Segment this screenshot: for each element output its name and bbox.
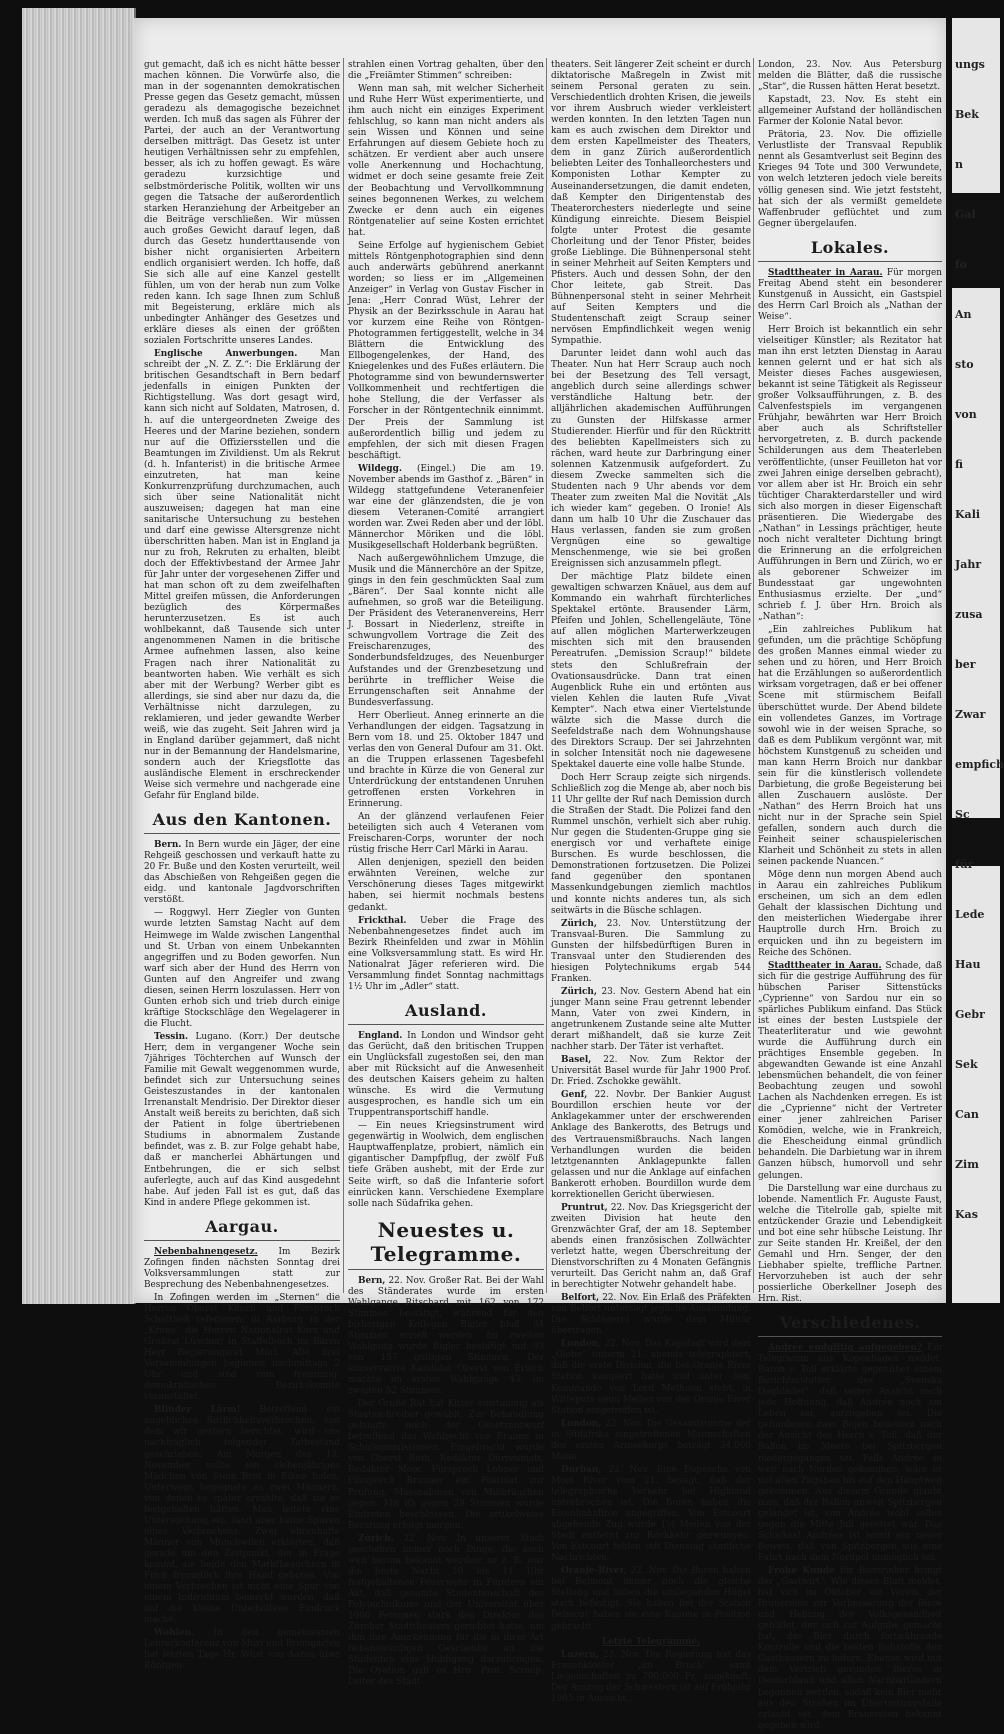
article-england xyxy=(348,1031,544,1119)
paragraph: Doch Herr Scraup zeigte sich nirgends. Schließlich zog die Menge ab, aber noch bis 11 Uhr gellte der Ruf nach Demission durch die Straßen der Stadt. Die Polizei fand den Rummel unschön, verhielt sich aber ruhig. Nur gegen die Studenten-Gruppe ging sie energisch vor und verhaftete einige Burschen. Es wurde beschlossen, die Demonstrationen fortzusetzen. Die Polizei fand gegenüber den spontanen Massenkundgebungen ziemlich machtlos und konnte nichts anderes tun, als sich seitwärts in die Büsche schlagen. xyxy=(551,773,751,916)
section-heading-neuestes: Neuestes u. Telegramme. xyxy=(348,1218,544,1270)
column-rule xyxy=(546,58,547,1293)
strip-fragment: ber xyxy=(955,658,976,671)
article-title: England. xyxy=(358,1030,403,1041)
article-frickthal xyxy=(348,916,544,993)
article-body: 23. Nov. Die Regierung hat das Frauenkloster „im Bruch“ samt Liegenschaften zu 700,000 Fr. angekauft. Der Auszug der Schwestern ist auf Frühjahr 1905 in Aussicht. xyxy=(551,1649,751,1704)
article-body: 22. Novbr. Der Bankier August Bourdillon erschien heute vor der Anklagekammer unter der erschwerenden Anklage des Bankerotts, des Betrugs und des Vertrauensmißbrauchs. Nach langen Verhandlungen wurden die beiden letztgenannten Anklagepunkte fallen gelassen und nur die Anklage auf einfachen Bankerott erhoben. Bourdillon wurde dem korrektionellen Gericht überwiesen. xyxy=(551,1090,751,1200)
article-body: Man schreibt der „N. Z. Z.“: Die Erklärung der britischen Gesandtschaft in Bern bedarf jedenfalls in einigen Punkten der Richtigstellung. Was dort gesagt wird, kann sich nicht auf Soldaten, Matrosen, d. h. auf die untergeordneten Zweige des Heeres und der Marine beziehen, sondern nur auf die Offiziersstellen und die Beamtungen im Zivildienst. Um als Rekrut (d. h. Infanterist) in die britische Armee einzutreten, hat man keine Konkurrenzprüfung durchzumachen, auch sich über seine Nationalität nicht auszuweisen; dagegen hat man eine sanitarische Untersuchung zu bestehen und darf eine gewisse Altersgrenze nicht überschritten haben. Man ist in England ja nur zu froh, Rekruten zu erhalten, bleibt doch der Effektivbestand der Armee Jahr für Jahr unter der vorgesehenen Ziffer und hat man schon oft zu dem zweifelhaften Mittel greifen müssen, die Anforderungen bezüglich des Körpermaßes herunterzusetzen. Es ist auch wohlbekannt, daß Tausende sich unter angenommenen Namen in die britische Armee aufnehmen lassen, also keine Fragen nach ihrer Nationalität zu beantworten haben. Wie verhält es sich aber mit der Werbung? Werber gibt es allerdings, sie sind aber nur dazu da, die Verhältnisse nicht darzulegen, zu reklamieren, und jeder gewandte Werber weiß, wie das zugeht. Seit Jahren wird ja in England darüber gejammert, daß nicht nur in der Bemannung der Handelsmarine, sondern auch der Kriegsflotte das ausländische Element in erschreckender Weise sich vermehre und nachgerade eine Gefahr für England bilde. xyxy=(144,349,340,802)
article-body: 22. Nov. Das Kapstadt wird dem „Globe“ unterm 21. abends telegraphiert, daß die erste Division, die bei Oranje River Station kampiert hatte und unter dem Kommando von Lord Methuen steht, in Witteputs neun Meilen von der Oranje River Station eingetroffen ist. xyxy=(551,1339,751,1416)
strip-fragment: fo xyxy=(955,258,968,271)
section-heading-kantonen: Aus den Kantonen. xyxy=(144,810,340,834)
strip-fragment: Hau xyxy=(955,958,981,971)
article-title: Oranje-River, xyxy=(561,1566,627,1577)
article-andree xyxy=(758,1343,942,1564)
strip-fragment: für xyxy=(955,858,974,871)
article-body: Schade, daß sich für die gestrige Aufführung des für hübschen Pariser Sittenstücks „Cyprienne“ von Sardou nur ein so spärliches Publikum einfand. Das Stück ist eines der besten Lustspiele der Theaterliteratur und wie gewohnt wurde die Aufführung durch ein prächtiges Ensemble gegeben. In abgewandten Gewande ist eine Anzahl lebensmüchen behandelt, die von feiner Beobachtung zeugen und sowohl Lachen als Nachdenken erregen. Es ist die „Cyprienne“ nicht der Vertreter einer jener zahlreichen Pariser Komödien, welche, wie in Frankreich, die Ehescheidung einmal gründlich behandeln. Die Darbietung war in ihrem Ganzen hübsch, humorvoll und sehr gelungen. xyxy=(758,960,942,1181)
paragraph: strahlen einen Vortrag gehalten, über den die „Freiämter Stimmen“ schreiben: xyxy=(348,60,544,82)
section-heading-letzte-telegramme: Letzte Telegramme. xyxy=(601,1636,701,1647)
strip-fragment: An xyxy=(955,308,972,321)
paragraph: Nach außergewöhnlichem Umzuge, die Musik und die Männerchöre an der Spitze, gings in den fein geschmückten Saal zum „Bären“. Der Saal konnte nicht alle aufnehmen, so groß war die Beteiligung. Der Präsident des Veteranenvereins, Herr J. Bossart in Niederlenz, streifte in schwungvollem Vortrage die Zeit des Freischarenzuges, des Sonderbundsfeldzuges, des Neuenburger Aufstandes und der Grenzbesetzung und berührte in trefflicher Weise die Errungenschaften seit Annahme der Bundesverfassung. xyxy=(348,554,544,708)
paragraph: — Roggwyl. Herr Ziegler von Gunten wurde letzten Samstag Nacht auf dem Heimwege im Walde zwischen Langenthal und St. Urban von einem Unbekannten angegriffen und zu Boden geworfen. Nun warf sich aber der Hund des Herrn von Gunten auf den Angreifer und zwang diesen, seinen Herrn loszulassen. Herr von Gunten erhob sich und trieb durch einige kräftige Stockschläge den Wegelagerer in die Flucht. xyxy=(144,908,340,1029)
article-nebenbahnengesetz xyxy=(144,1247,340,1291)
column-2 xyxy=(348,60,544,1690)
article-body: 22. Nov. Zum Rektor der Universität Basel wurde für Jahr 1900 Prof. Dr. Fried. Zschokke gewählt. xyxy=(551,1055,751,1088)
paragraph: Kapstadt, 23. Nov. Es steht ein allgemeiner Aufstand der holländischen Farmer der Kolonie Natal bevor. xyxy=(758,95,942,128)
article-body: für Biertrinker bringt der „Gastwirt“. Wie dieses Blatt meldet, hat sich im Oktober ein Verein der Brauereien zur Verbesserung der Biere und Hebung der Volksgesundheit gebildet, der sich zur Aufgabe gemacht hat, das Bier durch fortwährende Kontrolle und die besten Rohstoffe den Gasthäusern zu liefern. Ebenso wird mit dem Vertrieb gesunden Bieres in Deutschland und allen Nachbarländern begonnen werden, sodaß kein Bier mehr aus den Straßen im Übertretungsfalle erlaubt sei, dem Brauereien bekannt gegeben wird. xyxy=(758,1566,942,1731)
paragraph: gut gemacht, daß ich es nicht hätte besser machen können. Die Vorwürfe also, die man in der sogenannten demokratischen Presse gegen das Gesetz gemacht, müssen geradezu als demagogische bezeichnet werden. Ich muß das sagen als Führer der Partei, der auch an der Verantwortung derselben mitträgt. Das Gesetz ist unter heutigen Verhältnissen sehr zu empfehlen, besser, als ich zu hoffen gewagt. Es wäre geradezu kurzsichtige und selbstmörderische Politik, wollten wir uns gegen die Tatsache der außerordentlich starken Heranziehung der Arbeitgeber an die Beiträge verschließen. Wir müssen auch großes Gewicht darauf legen, daß durch das Gesetz hunderttausende von bisher nicht organisierten Arbeitern endlich organisiert werden. Ich hoffe, daß Sie sich alle auf eine Kanzel gestellt fühlen, um von der herab nun zum Volke reden kann. Ich sage Ihnen zum Schluß mit Begeisterung, erkläre mich als unbedingter Anhänger des Gesetzes und erkläre dieses als einen der größten sozialen Fortschritte unseres Landes. xyxy=(144,60,340,347)
article-title: Blinder Lärm! xyxy=(154,1405,241,1416)
strip-fragment: Zwar xyxy=(955,708,986,721)
paragraph: Der Große Rat hat Kitter einstimmig als Staatsschreiber gewählt. Zur Behandlung gelangte noch der Gesetzentwurf betreffend das Wahlrecht von Frauen in Schulkommissionen. Eingebracht wurde von Oberst Roth, Redaktor Dürrenmatt, Redaktor Moor, Fürsprech Lohner und Fürsprech Brunner ein Postulat zur Prüfung, Massnahmen von Mißbräuchen gegen. Mit 85 gegen 28 Stimmen wurde Eintreten beschlossen. Die artikelweise Beratung erfolgt morgen. xyxy=(348,1399,544,1531)
article-body: 22. Nov. Die Buren halten bei Belmont immer noch die gleiche Stellung und haben die umliegenden Hügel stark befestigt. Sie haben bei der Station Belmont haben sie eine Kanone in Position gebracht. xyxy=(551,1566,751,1632)
article-bern xyxy=(144,840,340,906)
article-body: Betreffend ein angebliches Sittlichkeitsverbrechen, von dem wir gestern berichtet, wird uns nachträglich folgender Tatbestand geschrieben: Am Morgen des 13. November sollte ein siebenjähriges Mädchen von Stein Brot in Eiken holen. Unterwegs begegnete es zwei Männern, von denen es später erzählte, daß sie es festgehalten hätten. Man leitete eine Untersuchung ein, fand aber keine Spuren eines Verbrechens. Zwei ehrenhafte Männer von Münchwilen erklärten, daß gerade um den Zeitpunkt, der in Frage kommt, sie beide den Marktbesuchern in Frick freundlich ihre Hand geboten. Von einem Verbrechen ist nicht eine Spur von einem Individuum bemerkt worden, daß auf die kleine Unbeholfene Eindruck mache. xyxy=(144,1405,340,1626)
strip-fragment: Lede xyxy=(955,908,985,921)
article-title: Belfort, xyxy=(561,1293,600,1304)
article-blinder-laerm xyxy=(144,1405,340,1626)
paragraph: Der mächtige Platz bildete einen gewaltigen schwarzen Knäuel, aus dem auf Kommando ein wahrhaft fürchterliches Spektakel ertönte. Brausender Lärm, Pfeifen und Johlen, Schellengeläute, Töne auf allen möglichen Marterwerkzeugen mischten sich mit den brausenden Pereatrufen. „Demission Scraup!“ bildete stets den Schlußrefrain der Ovationsausdrücke. Dann trat einen Augenblick Ruhe ein und ertönten aus vielen Kehlen die lauten Rufe „Vivat Kempter“. Nach etwa einer Viertelstunde wälzte sich die Masse durch die Seefeldstraße nach dem Wohnungshause des Direktors Scraup. Der sei Jahrzehnten in solcher Intensität noch nie dagewesene Spektakel dauerte eine volle halbe Stunde. xyxy=(551,572,751,770)
paragraph: An der glänzend verlaufenen Feier beteiligten sich auch 4 Veteranen vom Freischaren-Corps, worunter der noch rüstig frische Herr Carl Märki in Aarau. xyxy=(348,812,544,856)
article-wohlen xyxy=(144,1628,340,1672)
book-page-edges xyxy=(22,8,136,1304)
article-title: London, xyxy=(561,1339,602,1350)
article-body: In Bern wurde ein Jäger, der eine Rehgeiß geschossen und verkauft hatte zu 20 Fr. Buße und den Kosten verurteilt, weil das Abschießen von Rehgeißen gegen die eidg. und kantonale Jagdvorschriften verstößt. xyxy=(144,840,340,906)
article-body: 22. Nov. In unserer Stadt geschehen immer noch Dinge, die auch weit herum bekannt werden: so z. B. war die beste Nacht 10 bis 11 Uhr festgehaltenen Feuerwehr in Fluntern ein Akt, daß gesamte Studentenschaft des Polytechnikums und der Universität über 1000 Personen stark den Direktor des Zürcher Stadttheaters gerichtet hatte, um ihm ihre Anerkennung für die in ihrer Art liebenswürdigen Geschenke an die Studenten eine Huldigung darzubringen. Die Ovation galt es Hrn. Prof. Scraup, Leiter des Stadt- xyxy=(348,1533,545,1688)
article-zuerich-2 xyxy=(551,987,751,1053)
article-title: Nebenbahnengesetz. xyxy=(154,1246,258,1257)
paragraph: Die Darstellung war eine durchaus zu lobende. Namentlich Fr. Auguste Faust, welche die Titelrolle gab, spielte mit entzückender Grazie und Lebendigkeit und bot eine sehr hübsche Leistung. Ihr zur Seite standen Hr. Kreißel, der den Gemahl und Hrn. Senger, der den Liebhaber spielte, treffliche Partner. Hervorzuheben ist auch der sehr possierliche Oberkellner Joseph des Hrn. Rist. xyxy=(758,1183,942,1305)
article-london xyxy=(551,1339,751,1416)
article-stadttheater xyxy=(758,268,942,323)
article-body: 23. Nov. Gestern Abend hat ein junger Mann seine Frau getrennt lebender Mann, Vater von zwei Kindern, in angetrunkenem Zustande seine alte Mutter derart mißhandelt, daß sie kurze Zeit nachher starb. Der Täter ist verhaftet. xyxy=(551,986,751,1053)
article-title: Durban, xyxy=(561,1464,602,1475)
article-title: Basel, xyxy=(561,1055,592,1066)
paragraph: In Zofingen werden im „Sternen“ die Herren Oberst Künzli und Fürsprech Schultheß referieren; in Aarburg in der „Krone“ die Herren Nationalrat Kurz und Großrat Lüscher; in Staffelbach im Bären Herr Regierungsrat Müri. Alle drei Versammlungen beginnen nachmittags 2 Uhr und sind vom freisinnig-demokratischen Bezirkskomite veranstaltet. xyxy=(144,1292,340,1403)
strip-text xyxy=(952,58,1004,1222)
paragraph: Herr Oberlieut. Anneg erinnerte an die Verhandlungen der eidgen. Tagsatzung in Bern vom 18. und 25. Oktober 1847 und verlas den von General Dufour am 31. Okt. an die Truppen erlassenen Tagesbefehl und brachte in Kürze die von General zur Unterdrückung der entstandenen Unruhen getroffenen ersten Vorkehren in Erinnerung. xyxy=(348,710,544,810)
column-3 xyxy=(551,60,751,1707)
column-rule xyxy=(343,58,344,1293)
article-frohe-kunde xyxy=(758,1566,942,1732)
article-body: 22. Nov. Eine Depesche von Mooi River vom 21. besagt, daß der telegraphische Verkehr bei Highland unterbrochen ist. Die Buren haben die Eisenbahnlinie angegriffen. Von Estcourt abgehende Zug wurde 1½ Meilen von der Stadt entfernt zur Rückkehr gezwungen. Von Estcourt fehlen seit Dienstag sämtliche Nachrichten. xyxy=(551,1464,751,1564)
article-belfort xyxy=(551,1293,751,1337)
article-title: Luzern, xyxy=(561,1649,599,1660)
section-heading-ausland: Ausland. xyxy=(348,1001,544,1025)
article-oranje-river xyxy=(551,1566,751,1632)
article-englische-anwerbungen xyxy=(144,349,340,802)
strip-fragment: Zim xyxy=(955,1158,979,1171)
article-title: Bern. xyxy=(154,840,182,851)
article-wildegg xyxy=(348,464,544,552)
strip-fragment: Kali xyxy=(955,508,981,521)
strip-fragment: Jahr xyxy=(955,558,982,571)
article-title: Tessin. xyxy=(154,1031,189,1042)
article-tessin xyxy=(144,1032,340,1209)
article-title: Bern, xyxy=(358,1275,386,1286)
article-title: Andrée endgiltig aufgegeben? xyxy=(768,1343,923,1354)
article-body: Für morgen Freitag Abend steht ein besonderer Kunstgenuß in Aussicht, ein Gastspiel des Herrn Carl Broich als „Nathan der Weise“. xyxy=(758,267,943,322)
article-body: (Eingel.) Die am 19. November abends im Gasthof z. „Bären“ in Wildegg stattgefundene Veteranenfeier war eine der glänzendsten, die je von diesem Veteranen-Comité arrangiert worden war. Zwei Reden aber und der löbl. Männerchor Möriken und die löbl. Musikgesellschaft Holderbank begrüßten. xyxy=(348,463,544,552)
section-heading-lokales: Lokales. xyxy=(758,238,942,262)
strip-fragment: fi xyxy=(955,458,963,471)
strip-fragment: n xyxy=(955,158,963,171)
article-title: Wohlen. xyxy=(154,1628,195,1639)
section-heading-aargau: Aargau. xyxy=(144,1217,340,1241)
strip-fragment: von xyxy=(955,408,977,421)
article-title: London, xyxy=(561,1418,602,1429)
article-body: In London und Windsor geht das Gerücht, daß den britischen Truppen ein Unglücksfall zugestoßen sei, den man aber mit Rücksicht auf die Anwesenheit des deutschen Kaisers geheim zu halten wünsche. Es wird die Vermutung ausgesprochen, es handle sich um ein Truppentransportschiff handle. xyxy=(348,1030,544,1119)
strip-fragment: sto xyxy=(955,358,974,371)
article-title: Frickthal. xyxy=(358,915,407,926)
paragraph: Darunter leidet dann wohl auch das Theater. Nun hat Herr Scraup auch noch bei der Besetzung des Tell versagt, angeblich durch seine allerdings schwer verständliche Haltung betr. der alljährlichen akademischen Aufführungen zu Gunsten der Hilfskasse armer Studierender. Hierfür und für den Rücktritt des beliebten Kapellmeisters sich zu rächen, ward heute zur Darbringung einer solennen Katzenmusik aufgefordert. Zu diesem Zwecke sammelten sich die Studenten nach 9 Uhr abends vor dem Theater zum zweiten Mal die Novität „Als ich wieder kam“ gegeben. O Ironie! Als dann um halb 10 Uhr die Zuschauer das Haus verlassen, fanden sie zum großen Vergnügen eine so gewaltige Menschenmenge, wie sie bei großen Ereignissen sich anzusammeln pflegt. xyxy=(551,349,751,570)
article-title: Zürich, xyxy=(561,986,597,997)
article-stadttheater-2 xyxy=(758,961,942,1182)
article-body: 23. Nov. Unterstützung der Transvaal-Buren. Die Sammlung zu Gunsten der hilfsbedürftigen Buren in Transvaal unter den Studierenden des hiesigen Polytechnikums ergab 544 Franken. xyxy=(551,918,751,984)
paragraph: — Ein neues Kriegsinstrument wird gegenwärtig in Woolwich, dem englischen Hauptwaffenplatze, probiert, nämlich ein gigantischer Dampfpflug, der zwölf Fuß tiefe Gräben aushebt, mit der Erde zur Seite wirft, so daß die Infanterie sofort einrücken kann. Verschiedene Exemplare solle nach Südafrika gehen. xyxy=(348,1121,544,1209)
article-pruntrut xyxy=(551,1203,751,1291)
article-body: 22. Nov. Die Gesamtsumme der in Südafrika eingetroffenen Mannschaften des ersten Armeekorps beträgt 34,000 Mann. xyxy=(551,1418,751,1462)
article-basel xyxy=(551,1055,751,1088)
article-durban xyxy=(551,1465,751,1564)
strip-fragment: Sek xyxy=(955,1058,978,1071)
column-1 xyxy=(144,60,340,1674)
article-title: Stadttheater in Aarau. xyxy=(768,267,883,278)
article-title: Zürich, xyxy=(561,918,597,929)
newspaper-page xyxy=(134,18,946,1731)
article-body: Im Bezirk Zofingen finden nächsten Sonntag drei Volksversammlungen statt zur Besprechung des Nebenbahnengesetzes. xyxy=(144,1246,341,1290)
strip-fragment: Gebr xyxy=(955,1008,985,1021)
article-title: Englische Anwerbungen. xyxy=(154,349,298,360)
paragraph: Allen denjenigen, speziell den beiden erwähnten Vereinen, welche zur Verschönerung dieses Tages mitgewirkt haben, sei hiermit nochmals bestens gedankt. xyxy=(348,858,544,913)
column-4 xyxy=(758,60,942,1734)
article-luzern xyxy=(551,1650,751,1705)
article-body: Ein Telegramm aus Kopenhagen meldet: Baron v. Toll erklärte gegenüber einem Berichterstatter des „Svenska Dagbladet“, daß seiner Ansicht nach jede Hoffnung, daß Andrée noch am Leben sei, aufzugeben sei. Die gefundenen zwei Bojen bedeuten nach der Ansicht des Herrn v. Toll, daß der Ballon im Meere bei Spitzbergen niedergegangen sei. Falls Andrée so weit nach Norden gekommen, wäre er mit allen Zugaben bis auf den Hauptweg gekommen. Aus diesem Grunde glaubt man, daß der Ballon unweit Spitzbergen gelandet ist, von Andrée wohl selbst gegen die Mitte Juli gerettet war. Das Schicksal Andrées ist somit ein neuer Beweis, daß von Spitzbergen aus eine Fahrt nach dem Nordpol unmöglich sei. xyxy=(758,1343,942,1563)
paragraph: „Ein zahlreiches Publikum hat gefunden, um die prächtige Schöpfung des großen Mannes einmal wieder zu sehen und zu hören, und Herr Broich hat die Erzählungen so außerordentlich wirksam vorgetragen, daß er bei offener Scene mit stürmischem Beifall überschüttet wurde. Der Abend bildete ein vollendetes Ganzes, im Vortrage sowohl wie in der weisen Sprache, so daß es dem Publikum vergönnt war, mit höchstem Kunstgenuß zu scheiden und man kann Herrn Broich nur dankbar sein für die künstlerisch vollendete Darbietung, die große Begeisterung bei allen Zuschauern auslöste. Der „Nathan“ des Herrn Broich hat uns nicht nur in der Sprache sein Spiel gefallen, sondern auch durch die Feinheit seiner schauspielerischen Klarheit und Schönheit zu stets in allen seinen packende Nuancen.“ xyxy=(758,625,942,868)
paragraph: Herr Broich ist bekanntlich ein sehr vielseitiger Künstler; als Rezitator hat man ihn erst letzten Dienstag in Aarau kennen gelernt und er hat sich als Meister dieses Faches ausgewiesen, bekannt ist seine Tätigkeit als Regisseur großer Volksaufführungen, z. B. des Calvenfestspiels im vergangenen Frühjahr, bewährten war Herr Broich aber auch als Schriftsteller hervorgetreten, z. B. durch packende Schilderungen aus dem Theaterleben veröffentlichte, (unser Feuilleton hat vor zwei Jahren einige derselben gebracht), vor allem aber ist Hr. Broich ein sehr tüchtiger Charakterdarsteller und wird sich also morgen in dieser Eigenschaft präsentieren. Die Wiedergabe des „Nathan“ in Lessings prächtiger, heute noch nicht veralteter Dichtung bringt die Erinnerung an die erfolgreichen Aufführungen in Bern und Zürich, wo er als geborener Schweizer im Bundesstaat gar ungewohnten Enthusiasmus erzielte. Der „und“ schrieb f. J. über Hrn. Broich als „Nathan“: xyxy=(758,324,942,623)
article-body: 22. Nov. Großer Rat. Bei der Wahl des Ständerates wurde im ersten Wahlgange Ritschard mit 162 von 172 Stimmen bestätigt, während für den bisherigen Kollegen Bigler bloß 84 Stimmen erzielt werden. Im zweiten Wahlgang wurde Bigler bestätigt mit 93 von 157 gültigen Stimmen. Der konservative Kandidat Oberst von Erlach machte im ersten Wahlgange 43, im zweiten 52 Stimmen. xyxy=(348,1275,544,1397)
article-body: Lugano. (Korr.) Der deutsche Herr, dem in vergangener Woche sein 7jähriges Töchterchen auf Wunsch der Familie mit Gewalt weggenommen wurde, befindet sich zur Untersuchung seines Geisteszustandes in der kantonalen Irrenanstalt Mendrisio. Der Direktor dieser Anstalt weiß bereits zu berichten, daß sich der Patient in folge übertriebenen Studiums in abnormalem Zustande befindet, was z. B. zur Folge gehabt habe, daß er mancherlei Abhärtungen und Entbehrungen, die er sich selbst auferlegte, auch auf das Kind ausgedehnt habe. Auf jeden Fall ist es gut, daß das Kind in andere Pflege gekommen ist. xyxy=(144,1031,340,1208)
strip-fragment: Can xyxy=(955,1108,979,1121)
strip-fragment: Sc xyxy=(955,808,970,821)
article-title: Zürich, xyxy=(358,1533,394,1544)
paragraph: London, 23. Nov. Aus Petersburg melden die Blätter, daß die russische „Star“, die Russen hätten Herat besetzt. xyxy=(758,60,942,93)
adjacent-page-strip xyxy=(952,18,1004,1303)
article-genf xyxy=(551,1090,751,1200)
article-title: Pruntrut, xyxy=(561,1202,608,1213)
strip-fragment: Gal xyxy=(955,208,976,221)
article-title: Genf, xyxy=(561,1090,588,1101)
article-zuerich-buren xyxy=(551,919,751,985)
paragraph: theaters. Seit längerer Zeit scheint er durch diktatorische Maßregeln in Zwist mit seinem Personal geraten zu sein. Verschiedentlich drohten Krisen, die jeweils vor ihrem Ausbruch wieder verkleistert werden konnten. In den letzten Tagen nun kam es auch zwischen dem Direktor und dem ersten Kapellmeister des Theaters, dem in ganz Zürich außerordentlich beliebten Leiter des Tonhalleorchesters und Komponisten Lothar Kempter zu Auseinandersetzungen, die damit endeten, daß Kempter den Dirigentenstab des Theaterorchesters niederlegte und seine Kündigung einreichte. Diesem Beispiel folgte unter Protest die gesamte Chorleitung und der Tenor Pfister, beides große Lieblinge. Die Bühnenpersonal steht in seiner Mehrheit auf Seiten Kempters und Pfisters. Auch und dessen Sohn, der den Chor leitete, gab Streit. Das Bühnenpersonal steht in seiner Mehrheit auf Seiten Kempters und die Studentenschaft zeigt Scraup seiner nervösen Empfindlichkeit wegen wenig Sympathie. xyxy=(551,60,751,347)
section-heading-verschiedenes: Verschiedenes. xyxy=(758,1313,942,1337)
article-body: Ueber die Frage des Nebenbahnengesetzes findet auch im Bezirk Rheinfelden und zwar in Möhlin eine Volksversammlung statt. Es wird Hr. Nationalrat Jäger referieren wird. Die Versammlung findet Sonntag nachmittags 1½ Uhr im „Adler“ statt. xyxy=(348,915,544,992)
article-title: Frohe Kunde xyxy=(768,1566,835,1576)
strip-fragment: Kas xyxy=(955,1208,978,1221)
article-title: Stadttheater in Aarau. xyxy=(768,960,882,971)
article-london-2 xyxy=(551,1419,751,1463)
article-zuerich xyxy=(348,1534,544,1689)
article-body: 22. Nov. Das Kriegsgericht der zweiten Division hat heute den Grenzwächter Graf, der am 18. September abends einen französischen Zollwächter verletzt hatte, wegen Überschreitung der Dienstvorschriften zu 4 Monaten Gefängnis verurteilt. Das Gericht nahm an, daß Graf in berechtigter Notwehr gehandelt habe. xyxy=(551,1202,751,1291)
paragraph: Prätoria, 23. Nov. Die offizielle Verlustliste der Transvaal Republik nennt als Gesamtverlust seit Beginn des Krieges 94 Tote und 300 Verwundete, von welch letzteren jedoch viele bereits völlig genesen sind. Wie jetzt feststeht, hat sich der als vermißt gemeldete Waffenbruder geflüchtet und zum Gegner übergelaufen. xyxy=(758,130,942,229)
strip-fragment: zusa xyxy=(955,608,983,621)
article-bern-telegramm xyxy=(348,1276,544,1398)
strip-fragment: empfich xyxy=(955,758,1004,771)
strip-fragment: ungs xyxy=(955,58,985,71)
article-body: In den gemeinsamen Lehrerkonferenz von Muri und Bremgarten hat letzten Tage Hr. Wüst von Aarau über Röntgen- xyxy=(144,1628,340,1672)
article-body: 22. Nov. Ein Erlaß des Präfekten von Belfort untersagt jegliche Ansammlung. Die Schlägerei wurde dem Militär übertragen. xyxy=(551,1293,751,1337)
strip-fragment: Bek xyxy=(955,108,979,121)
paragraph: Möge denn nun morgen Abend auch in Aarau ein zahlreiches Publikum erscheinen, um sich an dem edlen Gehalt der klassischen Dichtung und den meisterlichen Wiedergabe ihrer Hauptrolle durch Hrn. Broich zu erquicken und ihn zu begeistern im Reiche des Schönen. xyxy=(758,870,942,958)
article-title: Wildegg. xyxy=(358,463,402,474)
paragraph: Seine Erfolge auf hygienischem Gebiet mittels Röntgenphotographien sind denn auch anderwärts gebührend anerkannt worden; so liess er im „Allgemeinen Anzeiger“ in Verlag von Gustav Fischer in Jena: „Herr Conrad Wüst, Lehrer der Physik an der Bezirksschule in Aarau hat vor kurzem eine Reihe von Röntgen-Photogrammen fertiggestellt, welche in 34 Blättern die Entwicklung des Ellbogengelenkes, der Hand, des Kniegelenkes und des Fußes erläutern. Die Photogramme sind von bewundernswerter Vollkommenheit und rechtfertigen die hohe Stellung, die der Verfasser als Forscher in der Röntgentechnik einnimmt. Der Preis der Sammlung ist außerordentlich billig und jedem zu empfehlen, der sich mit diesen Fragen beschäftigt. xyxy=(348,240,544,461)
column-rule xyxy=(753,58,754,1293)
paragraph: Wenn man sah, mit welcher Sicherheit und Ruhe Herr Wüst experimentierte, und ihm auch nicht ein einziges Experiment fehlschlug, so kann man nicht anders als sein Wissen und Können und seine Erfahrungen auf diesem Gebiete hoch zu schätzen. Er verdient aber auch unsere volle Anerkennung und Hochachtung, widmet er doch seine gesamte freie Zeit der Beobachtung und Vervollkommnung seines begonnenen Werkes, zu welchem Zwecke er denn auch ein eigenes Röntgenatelier auf seine Kosten errichtet hat. xyxy=(348,84,544,238)
